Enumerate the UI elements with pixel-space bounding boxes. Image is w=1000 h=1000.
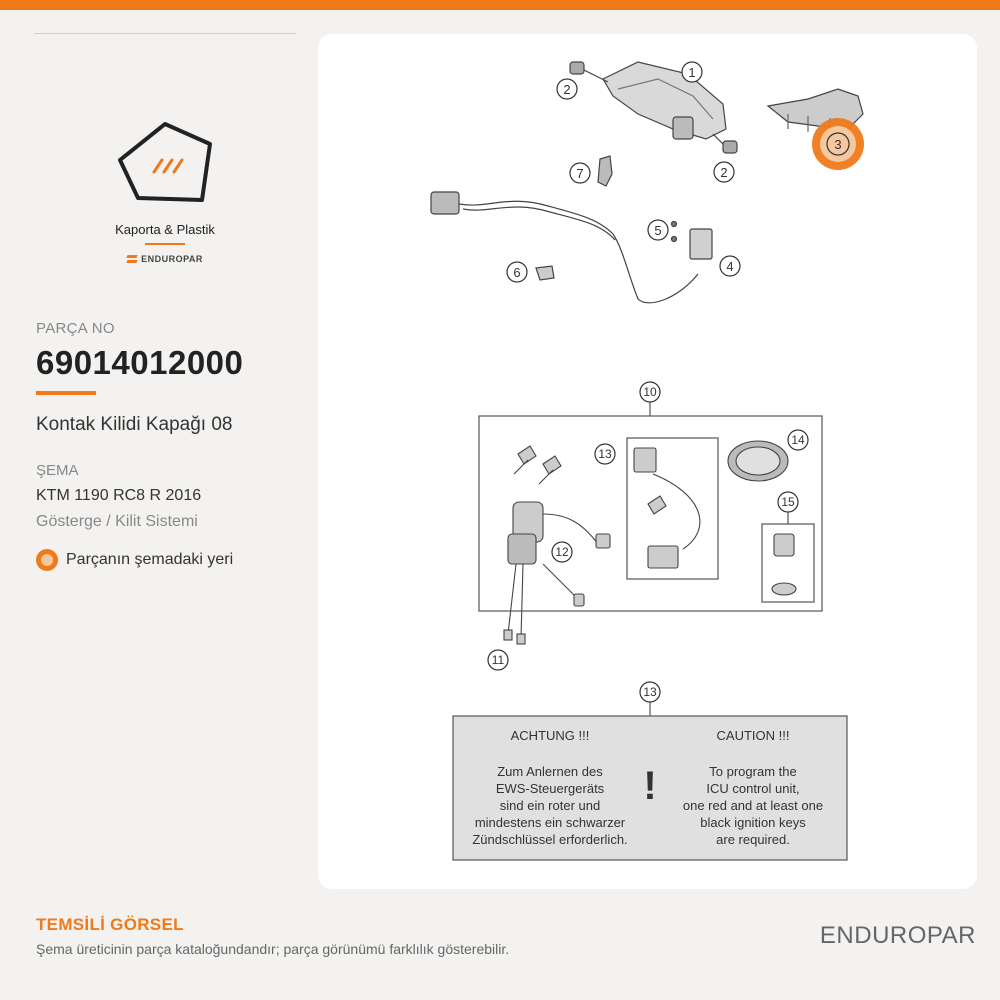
category-label: Kaporta & Plastik (115, 222, 215, 237)
callout-15: 15 (781, 495, 795, 509)
category-underline (145, 243, 185, 245)
callout-4: 4 (726, 259, 734, 274)
callout-10: 10 (643, 385, 657, 399)
callout-13a: 13 (598, 447, 612, 461)
brand-mark-icon (127, 255, 137, 263)
callout-13b: 13 (643, 685, 657, 699)
top-divider (34, 33, 296, 34)
part-number-label: PARÇA NO (36, 320, 115, 337)
warning-exclamation-icon: ! (643, 764, 657, 808)
warning-right-line-5: are required. (716, 832, 790, 847)
parts-diagram (318, 34, 977, 889)
schema-model: KTM 1190 RC8 R 2016 (36, 487, 202, 504)
warning-left-line-1: Zum Anlernen des (497, 764, 603, 779)
warning-right-line-3: one red and at least one (682, 798, 824, 813)
legend-text: Parçanın şemadaki yeri (66, 551, 234, 568)
legend (36, 549, 233, 571)
body-panel-icon (110, 118, 220, 208)
callout-2b: 2 (720, 165, 728, 180)
callout-11: 11 (491, 653, 505, 667)
warning-left-line-3: sind ein roter und (499, 798, 601, 813)
brand-footer: ENDUROPAR (819, 922, 976, 949)
callout-3: 3 (834, 137, 842, 152)
warning-left-line-5: Zündschlüssel erforderlich. (472, 832, 628, 847)
parts-diagram-svg (318, 34, 977, 889)
brand-small-text: ENDUROPAR (141, 254, 203, 264)
warning-left-title: ACHTUNG !!! (510, 728, 590, 743)
warning-right-line-2: ICU control unit, (706, 781, 800, 796)
callout-6: 6 (513, 265, 521, 280)
warning-left-line-2: EWS-Steuergeräts (495, 781, 605, 796)
top-accent-bar (0, 0, 1000, 10)
lock-set-drawing (504, 441, 796, 644)
schema-label: ŞEMA (36, 462, 79, 479)
brand-logo-small (34, 254, 296, 264)
bracket-drawing (598, 156, 612, 186)
part-number-underline (36, 391, 96, 395)
highlight-marker-icon (36, 549, 58, 571)
callout-5: 5 (654, 223, 662, 238)
schema-system: Gösterge / Kilit Sistemi (36, 513, 198, 530)
callout-7: 7 (576, 166, 584, 181)
representative-image-note: Şema üreticinin parça kataloğundandır; parça görünümü farklılık gösterebilir. (36, 941, 510, 957)
warning-right-title: CAUTION !!! (716, 728, 790, 743)
callout-12: 12 (555, 545, 569, 559)
representative-image-title: TEMSİLİ GÖRSEL (36, 915, 184, 934)
callout-14: 14 (791, 433, 805, 447)
warning-right-line-4: black ignition keys (700, 815, 806, 830)
warning-left-line-4: mindestens ein schwarzer (474, 815, 626, 830)
part-name: Kontak Kilidi Kapağı 08 (36, 414, 233, 435)
callout-1: 1 (688, 65, 696, 80)
callout-2a: 2 (563, 82, 571, 97)
part-number: 69014012000 (36, 344, 244, 381)
warning-right-line-1: To program the (709, 764, 797, 779)
instrument-cover-drawing (570, 62, 737, 153)
category-block (34, 100, 296, 264)
wiring-harness-drawing (431, 192, 712, 303)
